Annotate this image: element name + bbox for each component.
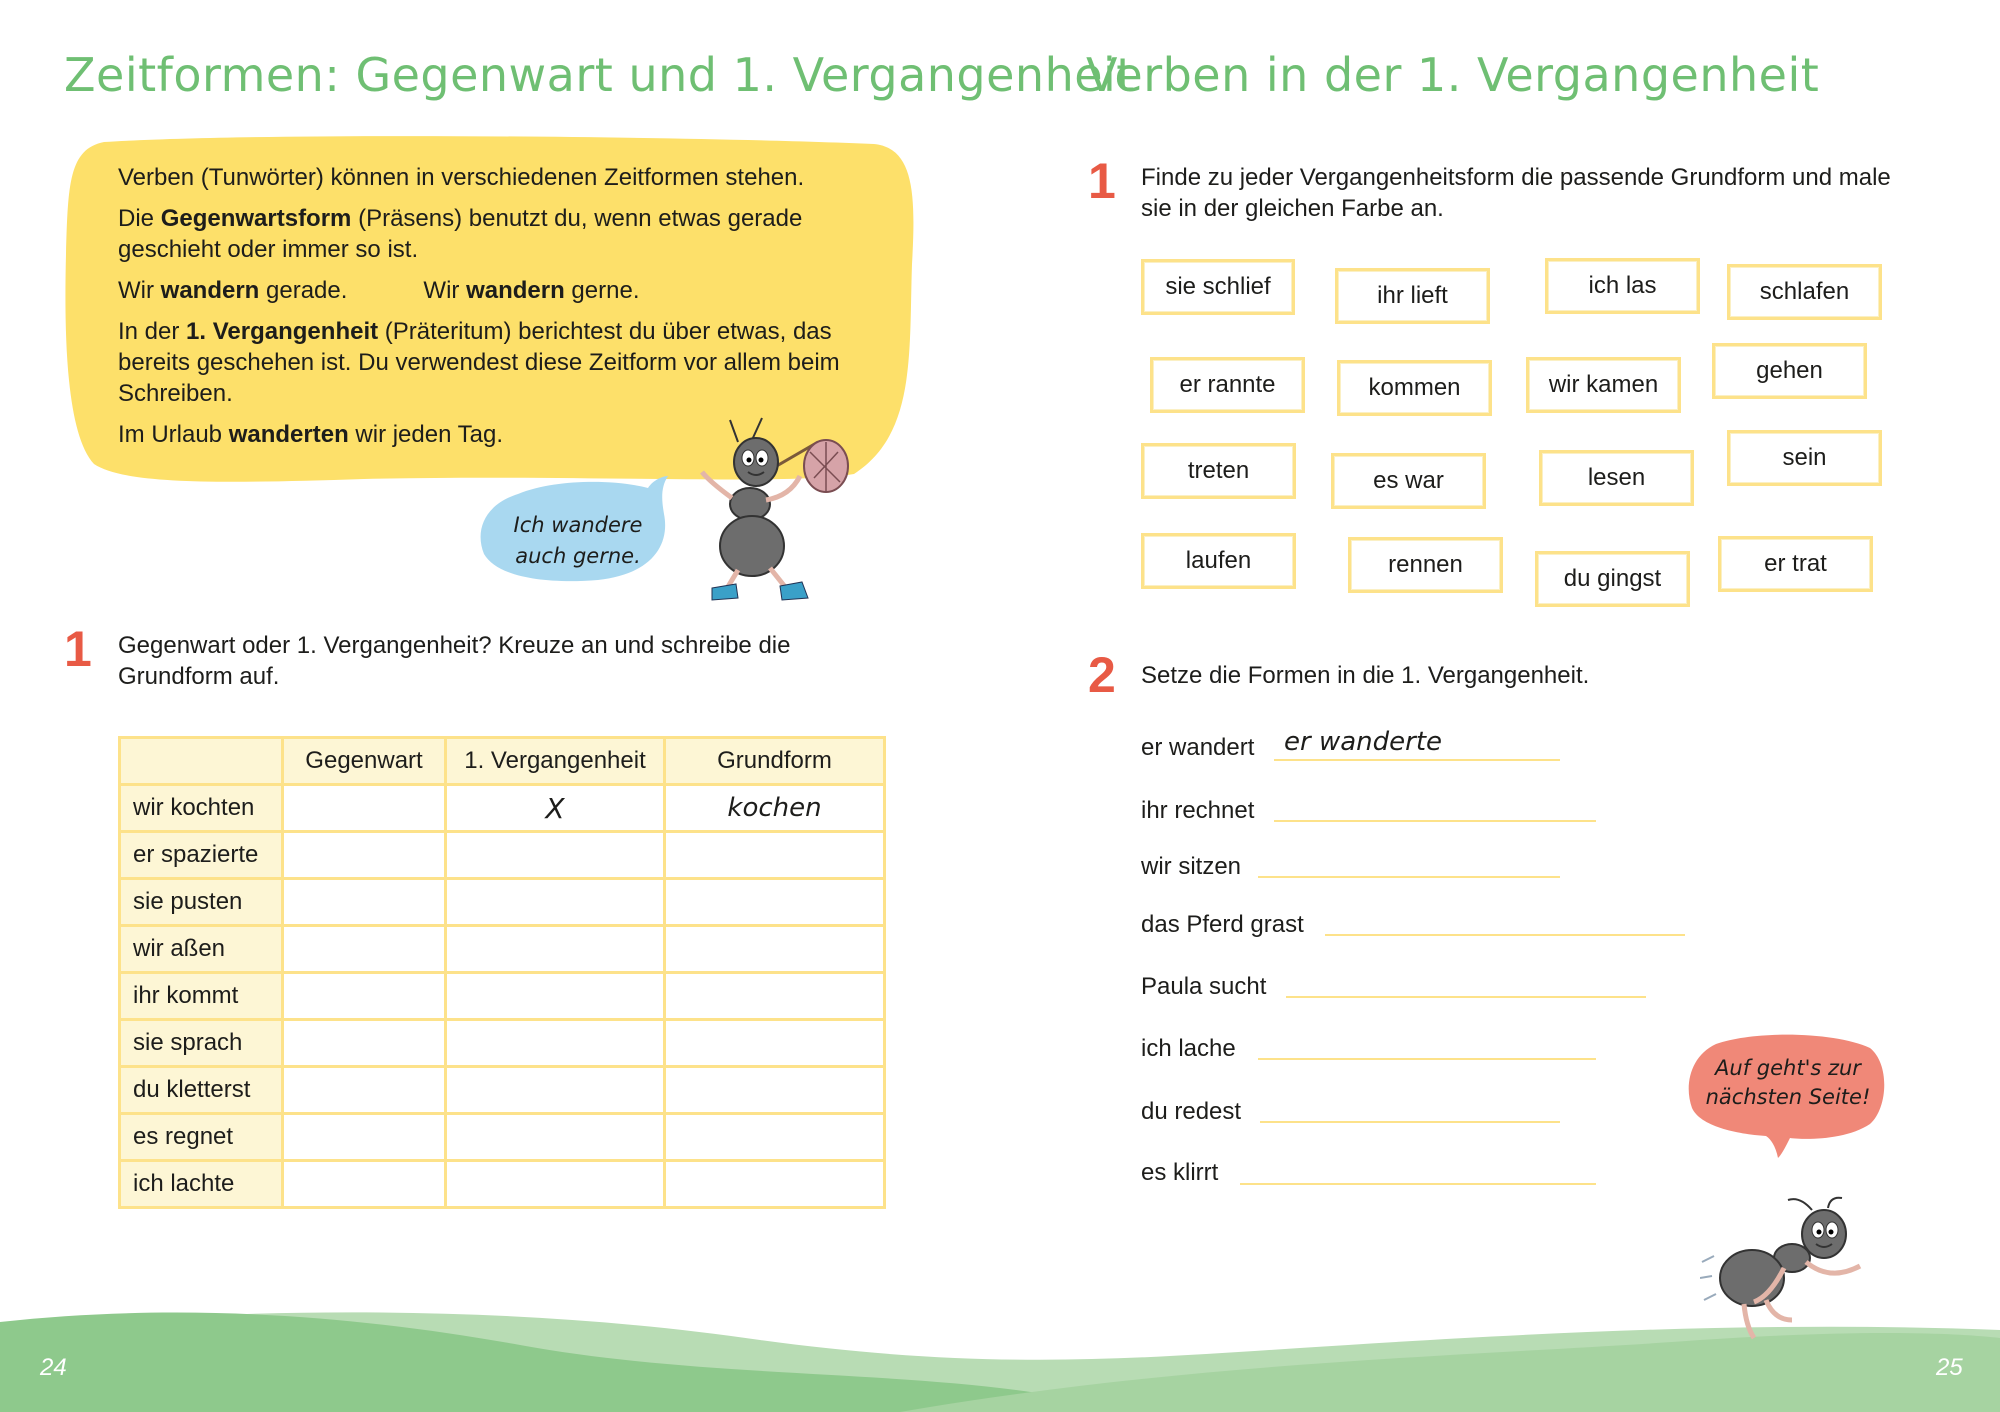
table-row-label: sie pusten xyxy=(120,879,283,926)
table-cell-grundform[interactable] xyxy=(665,1067,885,1114)
table-row xyxy=(120,1114,885,1161)
page-number-right: 25 xyxy=(1936,1354,1963,1381)
info-p3-post: (Präteritum) berichtest du über etwas, das bereits geschehen ist. Du verwendest diese Zeitform vor allem beim Schreiben. xyxy=(118,318,840,407)
word-card[interactable]: sie schlief xyxy=(1141,259,1295,315)
table-cell-grundform[interactable]: kochen xyxy=(665,785,885,832)
table-row-label: du kletterst xyxy=(120,1067,283,1114)
table-row xyxy=(120,1067,885,1114)
table-cell-vergangenheit[interactable]: X xyxy=(446,785,665,832)
answer-line[interactable] xyxy=(1260,1121,1560,1123)
table-cell-gegenwart[interactable] xyxy=(283,879,446,926)
table-row xyxy=(120,832,885,879)
exercise-answer[interactable]: er wanderte xyxy=(1284,727,1443,757)
exercise-prompt: du redest xyxy=(1141,1098,1242,1125)
info-p2-pre: Die xyxy=(118,205,161,232)
page-title-right: Verben in der 1. Vergangenheit xyxy=(1086,48,1820,102)
info-p2-bold: Gegenwartsform xyxy=(160,205,352,232)
task-number-left-1: 1 xyxy=(64,621,92,677)
table-cell-vergangenheit[interactable] xyxy=(446,926,665,973)
info-p3-pre: In der xyxy=(118,318,187,345)
task-number-right-1: 1 xyxy=(1088,153,1116,209)
exercise-prompt: ihr rechnet xyxy=(1141,797,1255,824)
page-title-left: Zeitformen: Gegenwart und 1. Vergangenheit xyxy=(64,48,1135,102)
table-cell-gegenwart[interactable] xyxy=(283,1161,446,1208)
table-header-cell: Gegenwart xyxy=(283,738,446,785)
table-cell-vergangenheit[interactable] xyxy=(446,832,665,879)
table-header-row xyxy=(120,738,885,785)
word-card[interactable]: ich las xyxy=(1545,258,1700,314)
word-card[interactable]: lesen xyxy=(1539,450,1694,506)
table-cell-vergangenheit[interactable] xyxy=(446,973,665,1020)
answer-line[interactable] xyxy=(1240,1183,1596,1185)
page-number-left: 24 xyxy=(40,1354,67,1381)
word-card[interactable]: ihr lieft xyxy=(1335,268,1490,324)
word-card[interactable]: gehen xyxy=(1712,343,1867,399)
table-cell-gegenwart[interactable] xyxy=(283,973,446,1020)
word-card[interactable]: sein xyxy=(1727,430,1882,486)
example-1: Wir wandern gerade. xyxy=(118,277,348,304)
answer-line[interactable] xyxy=(1274,820,1596,822)
word-card[interactable]: er trat xyxy=(1718,536,1873,592)
word-card[interactable]: treten xyxy=(1141,443,1296,499)
table-cell-gegenwart[interactable] xyxy=(283,1114,446,1161)
answer-line[interactable] xyxy=(1325,934,1685,936)
word-card[interactable]: schlafen xyxy=(1727,264,1882,320)
table-cell-gegenwart[interactable] xyxy=(283,832,446,879)
table-row-label: sie sprach xyxy=(120,1020,283,1067)
table-cell-grundform[interactable] xyxy=(665,973,885,1020)
task-number-right-2: 2 xyxy=(1088,647,1116,703)
table-cell-gegenwart[interactable] xyxy=(283,785,446,832)
exercise-prompt: es klirrt xyxy=(1141,1159,1219,1186)
answer-line[interactable] xyxy=(1274,759,1560,761)
table-header-cell xyxy=(120,738,283,785)
table-cell-vergangenheit[interactable] xyxy=(446,1161,665,1208)
table-row xyxy=(120,1161,885,1208)
exercise-prompt: ich lache xyxy=(1141,1035,1236,1062)
word-card[interactable]: rennen xyxy=(1348,537,1503,593)
word-card[interactable]: es war xyxy=(1331,453,1486,509)
table-row-label: wir aßen xyxy=(120,926,283,973)
word-card[interactable]: du gingst xyxy=(1535,551,1690,607)
answer-line[interactable] xyxy=(1258,1058,1596,1060)
table-row-label: wir kochten xyxy=(120,785,283,832)
table-cell-grundform[interactable] xyxy=(665,1114,885,1161)
table-row xyxy=(120,1020,885,1067)
task-instruction-right-1: Finde zu jeder Vergangenheitsform die passende Grundform und male sie in der gleichen Farbe an. xyxy=(1141,164,1891,222)
word-card[interactable]: wir kamen xyxy=(1526,357,1681,413)
ant-running-illustration xyxy=(1700,1196,1876,1346)
table-cell-grundform[interactable] xyxy=(665,926,885,973)
table-row-label: ihr kommt xyxy=(120,973,283,1020)
info-p2-post: (Präsens) benutzt du, wenn etwas gerade geschieht oder immer so ist. xyxy=(118,205,803,263)
exercise-prompt: das Pferd grast xyxy=(1141,911,1304,938)
bubble-text-left: Ich wandere auch gerne. xyxy=(513,513,643,568)
table-row-label: er spazierte xyxy=(120,832,283,879)
table-header-cell: 1. Vergangenheit xyxy=(446,738,665,785)
ant-hiker-illustration xyxy=(690,412,860,608)
table-cell-grundform[interactable] xyxy=(665,879,885,926)
table-cell-grundform[interactable] xyxy=(665,832,885,879)
example-3: Im Urlaub wanderten wir jeden Tag. xyxy=(118,421,504,448)
table-row xyxy=(120,785,885,832)
table-row xyxy=(120,879,885,926)
table-header-cell: Grundform xyxy=(665,738,885,785)
table-row-label: ich lachte xyxy=(120,1161,283,1208)
table-cell-gegenwart[interactable] xyxy=(283,1067,446,1114)
table-cell-grundform[interactable] xyxy=(665,1020,885,1067)
table-cell-vergangenheit[interactable] xyxy=(446,1020,665,1067)
table-cell-vergangenheit[interactable] xyxy=(446,879,665,926)
answer-line[interactable] xyxy=(1258,876,1560,878)
word-card[interactable]: er rannte xyxy=(1150,357,1305,413)
word-card[interactable]: kommen xyxy=(1337,360,1492,416)
exercise-prompt: wir sitzen xyxy=(1141,853,1242,880)
table-cell-grundform[interactable] xyxy=(665,1161,885,1208)
exercise-prompt: er wandert xyxy=(1141,734,1255,761)
bubble-text-right: Auf geht's zur nächsten Seite! xyxy=(1705,1056,1871,1109)
task-instruction-right-2: Setze die Formen in die 1. Vergangenheit. xyxy=(1141,662,1590,689)
table-cell-gegenwart[interactable] xyxy=(283,926,446,973)
info-line1: Verben (Tunwörter) können in verschiedenen Zeitformen stehen. xyxy=(118,164,805,191)
word-card[interactable]: laufen xyxy=(1141,533,1296,589)
table-cell-vergangenheit[interactable] xyxy=(446,1114,665,1161)
table-row-label: es regnet xyxy=(120,1114,283,1161)
exercise-prompt: Paula sucht xyxy=(1141,973,1267,1000)
task-instruction-left-1: Gegenwart oder 1. Vergangenheit? Kreuze an und schreibe die Grundform auf. xyxy=(118,632,791,690)
table-row xyxy=(120,973,885,1020)
verb-table xyxy=(118,736,886,1209)
table-row xyxy=(120,926,885,973)
table-cell-vergangenheit[interactable] xyxy=(446,1067,665,1114)
answer-line[interactable] xyxy=(1286,996,1646,998)
example-2: Wir wandern gerne. xyxy=(423,277,640,304)
info-p3-bold: 1. Vergangenheit xyxy=(186,318,379,345)
table-cell-gegenwart[interactable] xyxy=(283,1020,446,1067)
